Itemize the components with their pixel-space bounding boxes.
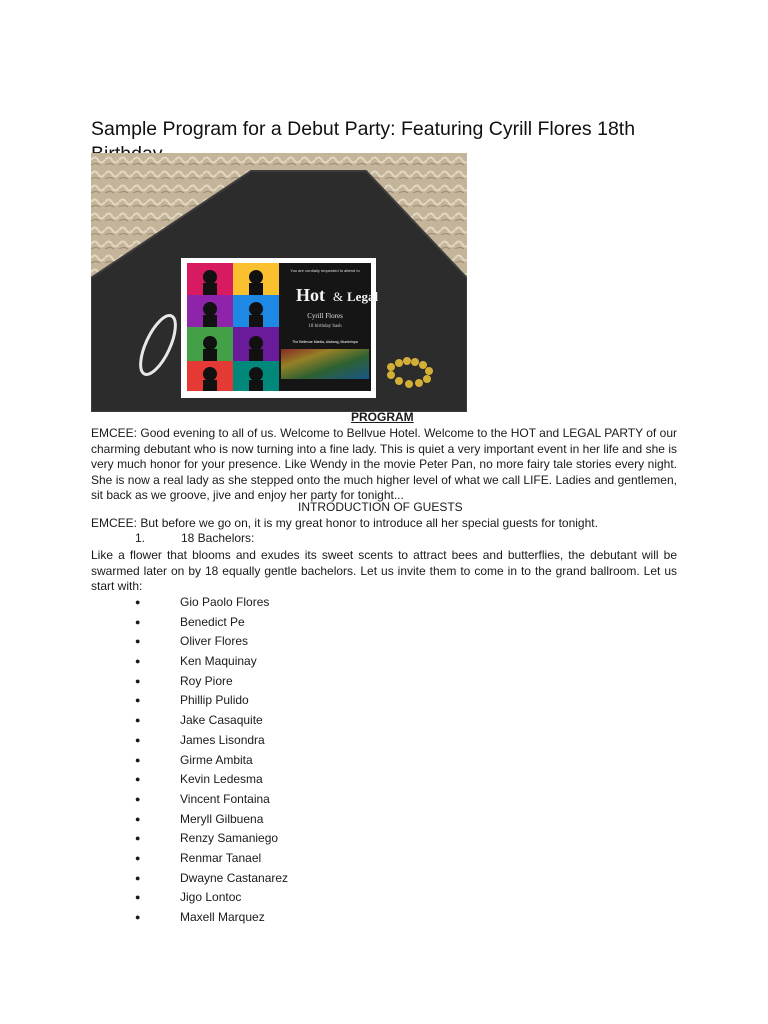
bachelor-name: Ken Maquinay: [180, 654, 257, 669]
bachelor-name: Oliver Flores: [180, 634, 249, 649]
bachelor-name: Meryll Gilbuena: [180, 811, 264, 826]
bullet-icon: ●: [135, 715, 141, 726]
item-number: 1.: [135, 531, 146, 545]
bachelor-name: Renzy Samaniego: [180, 831, 279, 846]
program-heading: PROGRAM: [351, 410, 414, 424]
page-title: Sample Program for a Debut Party: Featuring Cyrill Flores 18th: [91, 118, 636, 141]
introduction-heading: INTRODUCTION OF GUESTS: [298, 500, 463, 514]
invitation-header-text: You are cordially requested to attend to: [290, 268, 360, 273]
bachelor-name: Phillip Pulido: [180, 693, 249, 708]
bachelor-name: Gio Paolo Flores: [180, 595, 270, 609]
invitation-title-hot: Hot: [296, 285, 325, 305]
bachelor-name: Roy Piore: [180, 673, 233, 688]
numbered-item: [135, 531, 254, 546]
bachelor-name: Girme Ambita: [180, 752, 253, 767]
bachelor-name: Jigo Lontoc: [180, 890, 242, 905]
bullet-icon: ●: [135, 872, 141, 883]
bachelor-name: Kevin Ledesma: [180, 772, 263, 787]
bachelors-paragraph: Like a flower that blooms and exudes its sweet scents to attract bees and butterflies, the debutant will be swarmed later on by 18 equally gentle bachelors. Let us invite them to come in to the grand ballroom. Let us start with:: [91, 548, 677, 593]
bullet-icon: ●: [135, 675, 141, 686]
bullet-icon: ●: [135, 636, 141, 647]
invitation-subtitle: 18 birthday bash: [308, 324, 342, 329]
bachelor-name: Dwayne Castanarez: [180, 870, 289, 885]
bachelor-name: Benedict Pe: [180, 614, 245, 629]
bullet-icon: ●: [135, 813, 141, 824]
invitation-photo: [91, 153, 467, 412]
invitation-title-legal: Legal: [347, 289, 379, 304]
bullet-icon: ●: [135, 912, 141, 922]
emcee-intro-paragraph: EMCEE: But before we go on, it is my great honor to introduce all her special guests for tonight.: [91, 516, 598, 530]
invitation-photo-graphic: [91, 153, 467, 412]
bullet-icon: ●: [135, 695, 141, 706]
bachelor-name: Renmar Tanael: [180, 850, 262, 865]
item-label: 18 Bachelors:: [181, 531, 255, 545]
bullet-icon: ●: [135, 892, 141, 903]
bullet-icon: ●: [135, 616, 141, 627]
bullet-icon: ●: [135, 774, 141, 785]
invitation-name: Cyrill Flores: [307, 312, 343, 320]
emcee-opening-paragraph: EMCEE: Good evening to all of us. Welcome to Bellvue Hotel. Welcome to the HOT and LEGAL PARTY of our charming debutant who is now turning into a fine lady. This is quiet a very important event in her life and she is very much honor for your presence. Like Wendy in the movie Peter Pan, no more fairy tale stories every night. She is now a real lady as she stepped onto the much higher level of what we call LIFE. Ladies and gentlemen, sit back as we groove, jive and enjoy her party for tonight...: [91, 426, 677, 502]
bullet-icon: ●: [135, 597, 141, 607]
bullet-icon: ●: [135, 793, 141, 804]
bullet-icon: ●: [135, 656, 141, 667]
bachelor-name: Jake Casaquite: [180, 713, 263, 728]
bullet-icon: ●: [135, 734, 141, 745]
bachelor-name: James Lisondra: [180, 732, 265, 747]
bachelor-name: Maxell Marquez: [180, 910, 265, 924]
invitation-title-amp: &: [333, 289, 344, 304]
bullet-icon: ●: [135, 754, 141, 765]
invitation-venue: The Bellevue Manila, Alabang, Muntinlupa: [292, 340, 358, 344]
bullet-icon: ●: [135, 833, 141, 844]
bullet-icon: ●: [135, 852, 141, 863]
bachelor-name: Vincent Fontaina: [180, 791, 270, 806]
